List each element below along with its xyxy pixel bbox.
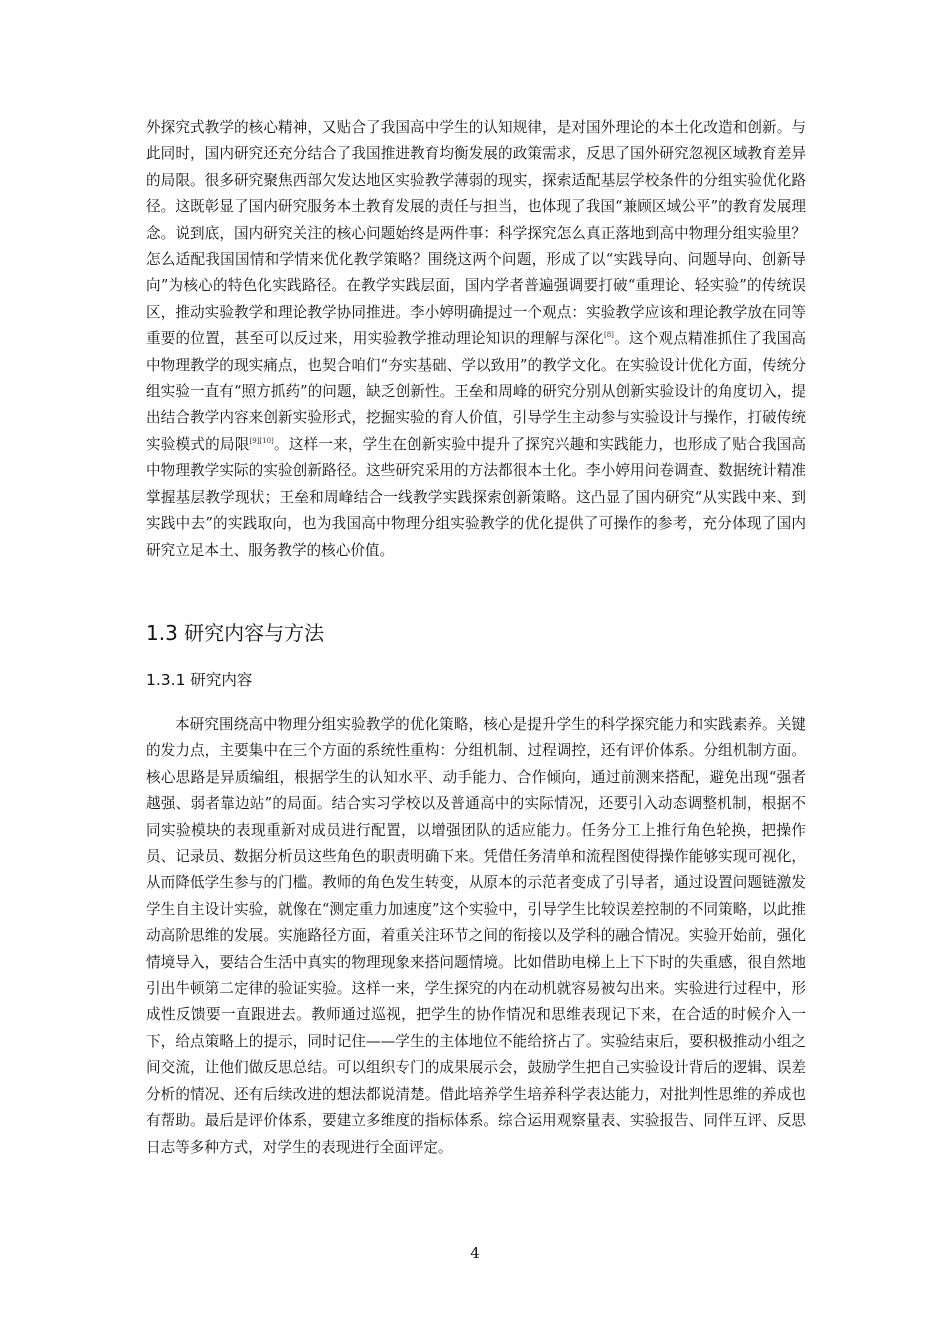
body-paragraph: 本研究围绕高中物理分组实验教学的优化策略，核心是提升学生的科学探究能力和实践素养。关键的发力点，主要集中在三个方面的系统性重构：分组机制、过程调控，还有评价体系。分组机制方面。核心思路是异质编组，根据学生的认知水平、动手能力、合作倾向，通过前测来搭配，避免出现“强者越强、弱者靠边站”的局面。结合实习学校以及普通高中的实际情况，还要引入动态调整机制，根据不同实验模块的表现重新对成员进行配置，以增强团队的适应能力。任务分工上推行角色轮换，把操作员、记录员、数据分析员这些角色的职责明确下来。凭借任务清单和流程图使得操作能够实现可视化，从而降低学生参与的门槛。教师的角色发生转变，从原本的示范者变成了引导者，通过设置问题链激发学生自主设计实验，就像在“测定重力加速度”这个实验中，引导学生比较误差控制的不同策略，以此推动高阶思维的发展。实施路径方面，着重关注环节之间的衔接以及学科的融合情况。实验开始前，强化情境导入，要结合生活中真实的物理现象来搭问题情境。比如借助电梯上上下下时的失重感，很自然地引出牛顿第二定律的验证实验。这样一来，学生探究的内在动机就容易被勾出来。实验进行过程中，形成性反馈要一直跟进去。教师通过巡视，把学生的协作情况和思维表现记下来，在合适的时候介入一下，给点策略上的提示，同时记住——学生的主体地位不能给挤占了。实验结束后，要积极推动小组之间交流，让他们做反思总结。可以组织专门的成果展示会，鼓励学生把自己实验设计背后的逻辑、误差分析的情况、还有后续改进的想法都说清楚。借此培养学生培养科学表达能力，对批判性思维的养成也有帮助。最后是评价体系，要建立多维度的指标体系。综合运用观察量表、实验报告、同伴互评、反思日志等多种方式，对学生的表现进行全面评定。 (146, 716, 806, 1156)
subsection-heading: 1.3.1 研究内容 (146, 671, 253, 689)
page-number: 4 (470, 1244, 480, 1262)
paragraph-text: 外探究式教学的核心精神，又贴合了我国高中学生的认知规律，是对国外理论的本土化改造和创新。与此同时，国内研究还充分结合了我国推进教育均衡发展的政策需求，反思了国外研究忽视区域教育差异的局限。很多研究聚焦西部欠发达地区实验教学薄弱的现实，探索适配基层学校条件的分组实验优化路径。这既彰显了国内研究服务本土教育发展的责任与担当，也体现了我国“兼顾区域公平”的教育发展理念。说到底，国内研究关注的核心问题始终是两件事：科学探究怎么真正落地到高中物理分组实验里？怎么适配我国国情和学情来优化教学策略？围绕这两个问题，形成了以“实践导向、问题导向、创新导向”为核心的特色化实践路径。在教学实践层面，国内学者普遍强调要打破“重理论、轻实验”的传统误区，推动实验教学和理论教学协同推进。李小婷明确提过一个观点：实验教学应该和理论教学放在同等重要的位置，甚至可以反过来，用实验教学推动理论知识的理解与深化 (146, 119, 806, 348)
citation-superscript: [8] (604, 331, 614, 340)
citation-superscript: [9][10] (249, 436, 274, 445)
section-heading: 1.3 研究内容与方法 (146, 621, 325, 645)
paragraph-text: 。这个观点精准抓住了我国高中物理教学的现实痛点，也契合咱们“夯实基础、学以致用”的教学文化。在实验设计优化方面，传统分组实验一直有“照方抓药”的问题，缺乏创新性。王垒和周峰的研究分别从创新实验设计的角度切入，提出结合教学内容来创新实验形式，挖掘实验的育人价值，引导学生主动参与实验设计与操作，打破传统实验模式的局限 (146, 330, 806, 453)
paragraph-text: 。这样一来，学生在创新实验中提升了探究兴趣和实践能力，也形成了贴合我国高中物理教学实际的实验创新路径。这些研究采用的方法都很本土化。李小婷用问卷调查、数据统计精准掌握基层教学现状；王垒和周峰结合一线教学实践探索创新策略。这凸显了国内研究“从实践中来、到实践中去”的实践取向，也为我国高中物理分组实验教学的优化提供了可操作的参考，充分体现了国内研究立足本土、服务教学的核心价值。 (146, 435, 806, 559)
body-paragraph (146, 115, 806, 564)
